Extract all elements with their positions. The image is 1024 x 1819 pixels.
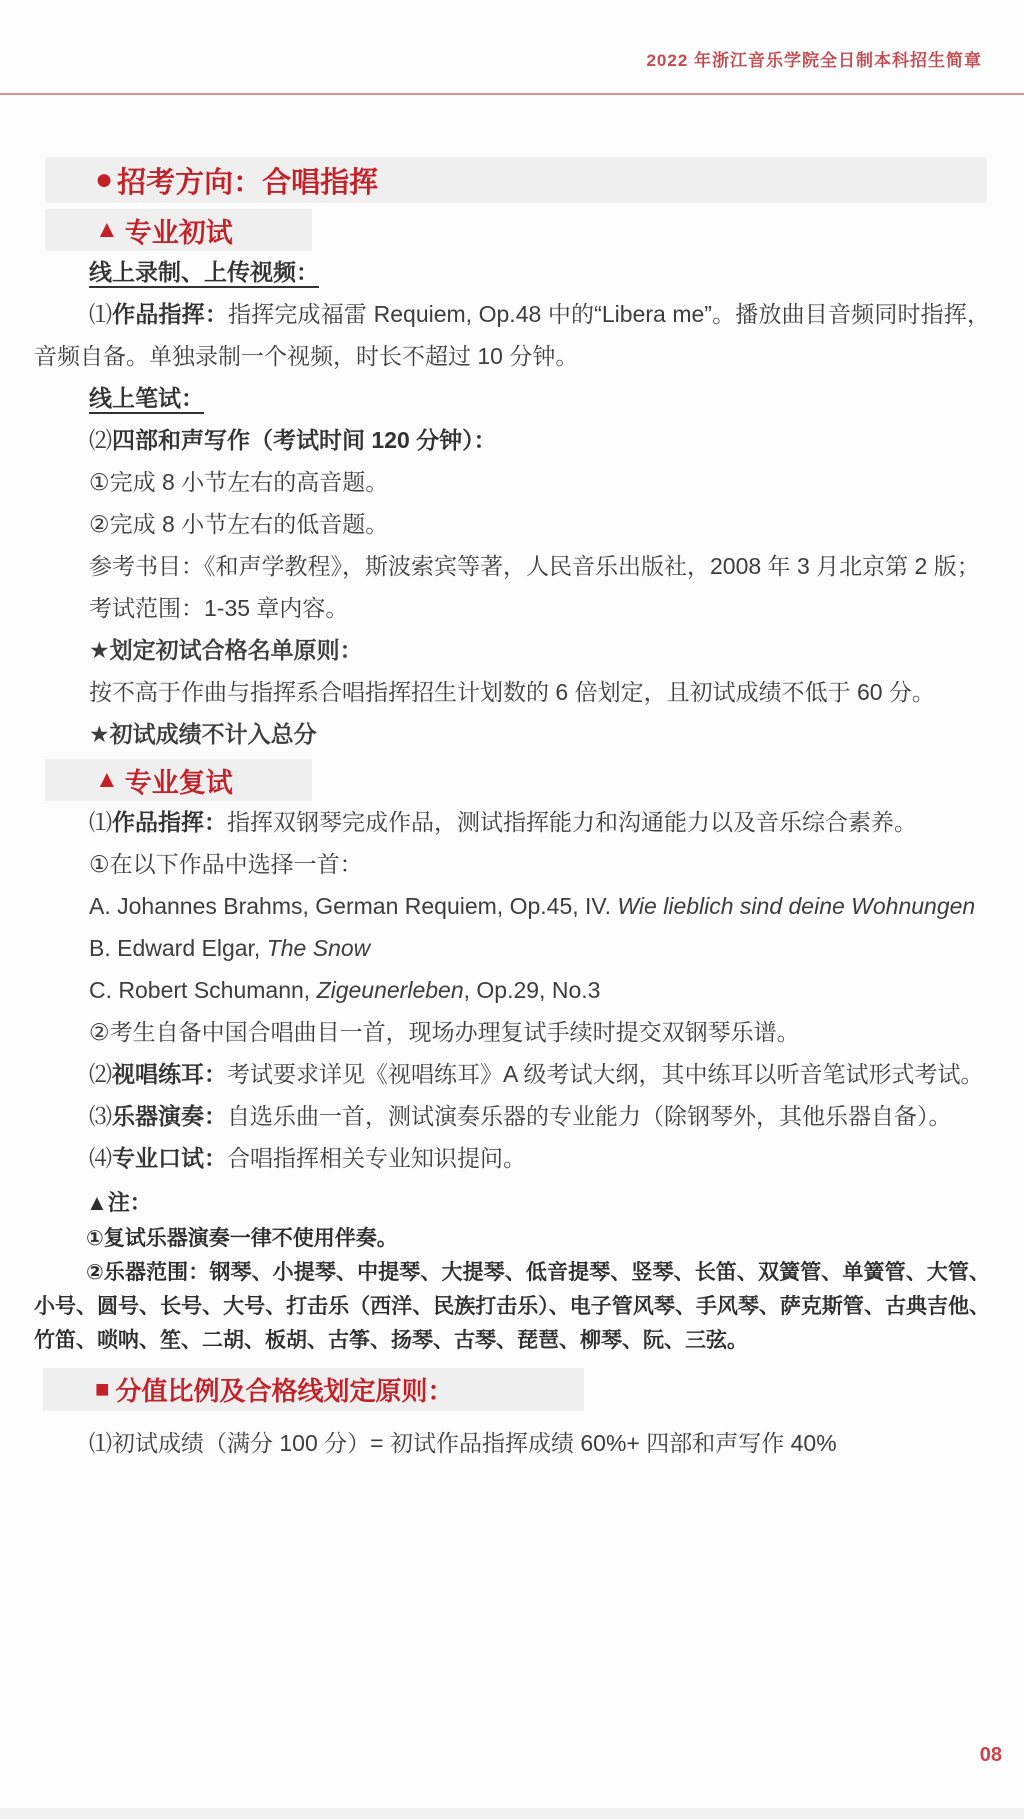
item-label: 专业口试： <box>112 1145 227 1171</box>
paragraph-prelim-item1 <box>34 293 990 377</box>
section-bar-direction <box>45 157 987 203</box>
work-a-prefix: A. Johannes Brahms, German Requiem, Op.45, IV. <box>89 893 618 919</box>
work-c-prefix: C. Robert Schumann, <box>89 977 317 1003</box>
formula-text: 初试成绩（满分 100 分）= 初试作品指挥成绩 60%+ 四部和声写作 40% <box>112 1430 837 1456</box>
work-b-prefix: B. Edward Elgar, <box>89 935 267 961</box>
item-number: ⑶ <box>89 1103 112 1129</box>
page-number: 08 <box>979 1744 1002 1766</box>
section-bar-preliminary <box>45 209 312 251</box>
paragraph-sub1: ①完成 8 小节左右的高音题。 <box>89 469 389 495</box>
work-b-title: The Snow <box>266 935 371 961</box>
preliminary-content <box>34 251 990 755</box>
section-bar-retest <box>45 759 312 801</box>
scoring-content <box>34 1422 990 1464</box>
item-label: 视唱练耳： <box>112 1061 227 1087</box>
paragraph-choice-note: ②考生自备中国合唱曲目一首，现场办理复试手续时提交双钢琴乐谱。 <box>89 1019 800 1045</box>
retest-content <box>34 801 990 1358</box>
section-title-scoring: 分值比例及合格线划定原则： <box>115 1376 454 1406</box>
paragraph-retest-item2 <box>34 1053 990 1095</box>
document-header-title: 2022 年浙江音乐学院全日制本科招生简章 <box>646 51 982 70</box>
written-heading: 线上笔试： <box>89 385 204 411</box>
paragraph-score-note: ★初试成绩不计入总分 <box>89 721 317 747</box>
notes-block <box>34 1185 990 1358</box>
triangle-marker-icon: ▲ <box>95 766 119 793</box>
item-label: 四部和声写作（考试时间 120 分钟）： <box>112 427 497 453</box>
item-text: 指挥双钢琴完成作品，测试指挥能力和沟通能力以及音乐综合素养。 <box>227 809 917 835</box>
item-label: 作品指挥： <box>112 301 229 327</box>
work-a-title: Wie lieblich sind deine Wohnungen <box>617 893 976 919</box>
paragraph-retest-item1 <box>34 801 990 843</box>
recording-heading-line <box>34 251 990 293</box>
item-number: ⑵ <box>89 1061 112 1087</box>
notes-heading: ▲注： <box>86 1190 152 1215</box>
item-text: 合唱指挥相关专业知识提问。 <box>227 1145 526 1171</box>
paragraph-reference: 参考书目：《和声学教程》，斯波索宾等著，人民音乐出版社，2008 年 3 月北京第 2 版； <box>89 553 980 579</box>
paragraph-choice-intro: ①在以下作品中选择一首： <box>89 851 363 877</box>
section-title-retest: 专业复试 <box>124 767 233 798</box>
paragraph-retest-item3 <box>34 1095 990 1137</box>
item-label: 乐器演奏： <box>112 1103 227 1129</box>
item-number: ⑴ <box>89 809 112 835</box>
paragraph-work-c <box>34 969 990 1011</box>
paragraph-scope: 考试范围：1-35 章内容。 <box>89 595 349 621</box>
paragraph-sub2: ②完成 8 小节左右的低音题。 <box>89 511 389 537</box>
section-title-preliminary: 专业初试 <box>124 217 233 248</box>
section-bar-scoring <box>43 1368 584 1411</box>
paragraph-work-b <box>34 927 990 969</box>
paragraph-shortlist-text: 按不高于作曲与指挥系合唱指挥招生计划数的 6 倍划定，且初试成绩不低于 60 分。 <box>89 679 935 705</box>
circle-bullet-icon: ● <box>95 163 114 196</box>
item-number: ⑷ <box>89 1145 112 1171</box>
note-instrument-range: ②乐器范围：钢琴、小提琴、中提琴、大提琴、低音提琴、竖琴、长笛、双簧管、单簧管、大管、小号、圆号、长号、大号、打击乐（西洋、民族打击乐）、电子管风琴、手风琴、萨克斯管、古典吉他、竹笛、唢呐、笙、二胡、板胡、古筝、扬琴、古琴、琵琶、柳琴、阮、三弦。 <box>34 1261 990 1352</box>
item-text: 自选乐曲一首，测试演奏乐器的专业能力（除钢琴外，其他乐器自备）。 <box>227 1103 952 1129</box>
paragraph-score-formula <box>34 1422 990 1464</box>
item-number: ⑵ <box>89 427 112 453</box>
bottom-edge-strip <box>0 1808 1024 1819</box>
paragraph-prelim-item2 <box>34 419 990 461</box>
recording-heading: 线上录制、上传视频： <box>89 259 319 285</box>
triangle-marker-icon: ▲ <box>95 216 119 243</box>
written-heading-line <box>34 377 990 419</box>
item-number: ⑴ <box>89 1430 112 1456</box>
header-divider-line <box>0 93 1024 95</box>
shortlist-heading: ★划定初试合格名单原则： <box>89 637 363 663</box>
item-label: 作品指挥： <box>112 809 227 835</box>
square-marker-icon: ■ <box>95 1375 110 1403</box>
note-accompaniment: ①复试乐器演奏一律不使用伴奏。 <box>86 1227 398 1250</box>
item-number: ⑴ <box>89 301 113 327</box>
paragraph-retest-item4 <box>34 1137 990 1179</box>
section-title-direction: 招考方向：合唱指挥 <box>117 166 379 199</box>
work-c-suffix: , Op.29, No.3 <box>463 977 601 1003</box>
paragraph-work-a <box>34 885 990 927</box>
item-text: 指挥完成福雷 Requiem, Op.48 中的“Libera me”。播放曲目音频同时指挥，音频自备。单独录制一个视频，时长不超过 10 分钟。 <box>34 301 990 369</box>
item-text: 考试要求详见《视唱练耳》A 级考试大纲，其中练耳以听音笔试形式考试。 <box>227 1061 984 1087</box>
work-c-title: Zigeunerleben <box>316 977 464 1003</box>
